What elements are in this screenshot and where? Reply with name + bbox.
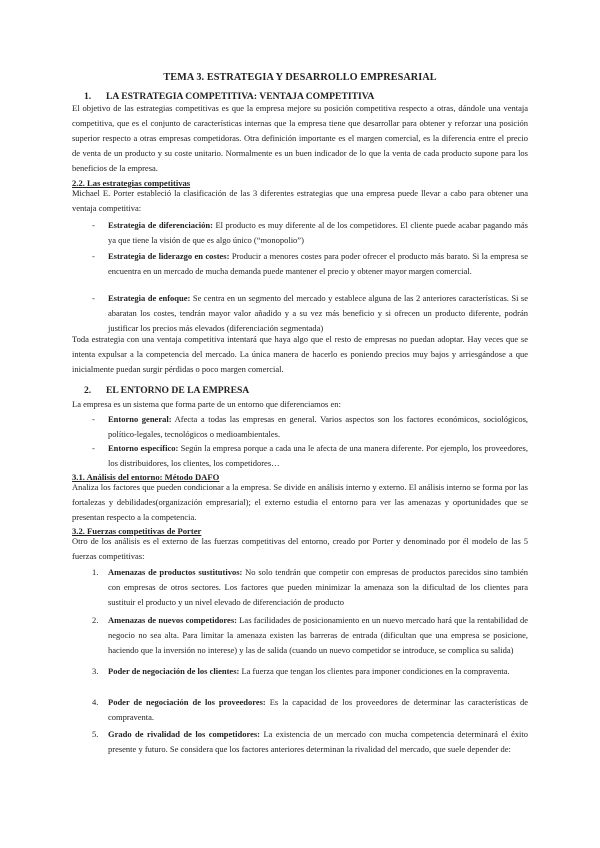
section-1-title: LA ESTRATEGIA COMPETITIVA: VENTAJA COMPETITIVA	[106, 91, 375, 102]
force-new-competitors	[108, 613, 528, 658]
list-marker: -	[92, 251, 95, 261]
list-marker: 2.	[92, 615, 99, 625]
list-marker: 3.	[92, 666, 99, 676]
item-text: Se centra en un segmento del mercado y establece alguna de las 2 anteriores características. Si se abaratan los costes, tendrán mayor valor añadido y a su vez más beneficio y si ofrecen un producto diferente, podrán justificar los precios más elevados (diferenciación segmentada)	[108, 293, 528, 333]
item-text: Según la empresa porque a cada una le afecta de una manera diferente. Por ejemplo, los proveedores, los distribuidores, los clientes, los competidores…	[108, 443, 528, 468]
item-text: Producir a menores costes para poder ofrecer el producto más barato. Si la empresa se encuentra en un mercado de mucha demanda puede mantener el precio y obtener mayor margen comercial.	[108, 251, 528, 276]
section-1-number: 1.	[84, 91, 92, 102]
subsection-3-1-heading: 3.1. Análisis del entorno: Método DAFO	[72, 472, 220, 482]
item-label: Entorno específico:	[108, 443, 179, 453]
item-label: Poder de negociación de los proveedores:	[108, 697, 266, 707]
force-customer-power	[108, 664, 528, 679]
list-marker: -	[92, 414, 95, 424]
subsection-2-2-text: Michael E. Porter estableció la clasificación de las 3 diferentes estrategias que una empresa puede llevar a cabo para obtener una ventaja competitiva:	[72, 188, 528, 213]
force-rivalry	[108, 727, 528, 757]
item-label: Poder de negociación de los clientes:	[108, 666, 240, 676]
document-title: TEMA 3. ESTRATEGIA Y DESARROLLO EMPRESARIAL	[163, 72, 437, 83]
item-text: Las facilidades de posicionamiento en un nuevo mercado hará que la rentabilidad de negocio no sea alta. Para limitar la amenaza existen las barreras de entrada (dificultan que una empresa se posicione, haciendo que la inversión no interese) y las de salida (cuando un nuevo competidor se introduce, se complica su salida)	[108, 615, 529, 655]
list-marker: 4.	[92, 697, 99, 707]
strategy-cost-leadership	[108, 249, 528, 279]
item-text: Afecta a todas las empresas en general. Varios aspectos son los factores económicos, sociológicos, político-legales, tecnológicos o medioambientales.	[108, 414, 529, 439]
item-label: Amenazas de nuevos competidores:	[108, 615, 237, 625]
strategy-summary-paragraph: Toda estrategia con una ventaja competitiva intentará que haya algo que el resto de empresas no puedan adoptar. Hay veces que se intenta expulsar a la competencia del mercado. La única manera de hacerlo es poniendo precios muy bajos y arriesgándose a que inicialmente puedan surgir pérdidas o poco margen comercial.	[72, 334, 528, 374]
list-marker: 1.	[92, 567, 99, 577]
strategy-differentiation	[108, 218, 528, 248]
strategy-focus	[108, 291, 528, 336]
item-label: Grado de rivalidad de los competidores:	[108, 729, 261, 739]
environment-intro: La empresa es un sistema que forma parte de un entorno que diferenciamos en:	[72, 399, 341, 409]
item-text: Es la capacidad de los proveedores de determinar las características de compraventa.	[108, 697, 528, 722]
list-marker: -	[92, 220, 95, 230]
list-marker: 5.	[92, 729, 99, 739]
subsection-2-2-heading: 2.2. Las estrategias competitivas	[72, 178, 191, 188]
intro-paragraph: El objetivo de las estrategias competitivas es que la empresa mejore su posición competitiva respecto a otras, dándole una ventaja competitiva, que es el conjunto de características internas que la empresa tiene que desarrollar para obtener y reforzar una posición superior respecto a otras empresas competidoras. Otra definición importante es el margen comercial, es la diferencia entre el precio de venta de un producto y su coste unitario. Normalmente es un buen indicador de lo que la venta de cada producto supone para los beneficios de la empresa.	[72, 103, 528, 173]
environment-general	[108, 412, 528, 442]
item-text: La fuerza que tengan los clientes para imponer condiciones en la compraventa.	[239, 666, 510, 676]
item-text: El producto es muy diferente al de los competidores. El cliente puede acabar pagando más ya que tiene la visión de que es algo único (“monopolio”)	[108, 220, 528, 245]
subsection-3-2-heading: 3.2. Fuerzas competitivas de Porter	[72, 526, 202, 536]
force-substitutes	[108, 565, 528, 610]
section-2-title: EL ENTORNO DE LA EMPRESA	[106, 385, 250, 396]
item-text: La existencia de un mercado con mucha competencia determinará el éxito presente y futuro. Se considera que los factores anteriores determinan la rivalidad del mercado, que suele depender de:	[108, 729, 528, 754]
subsection-3-1-text: Analiza los factores que pueden condicionar a la empresa. Se divide en análisis interno y externo. El análisis interno se forma por las fortalezas y debilidades(organización empresarial); el externo estudia el entorno para ver las amenazas y oportunidades que se presentan respecto a la competencia.	[72, 482, 528, 522]
section-2-number: 2.	[84, 385, 92, 396]
list-marker: -	[92, 443, 95, 453]
item-label: Estrategia de diferenciación:	[108, 220, 213, 230]
item-label: Amenazas de productos sustitutivos:	[108, 567, 243, 577]
item-label: Estrategia de enfoque:	[108, 293, 191, 303]
item-text: No solo tendrán que competir con empresas de productos parecidos sino también con empresas de otros sectores. Los factores que pueden minimizar la amenaza son la dificultad de los clientes para sustituir el producto y un nivel elevado de diferenciación de producto	[108, 567, 529, 607]
item-label: Estrategia de liderazgo en costes:	[108, 251, 230, 261]
environment-specific	[108, 441, 528, 471]
subsection-3-2-text: Otro de los análisis es el externo de las fuerzas competitivas del entorno, creado por Porter y denominado por él modelo de las 5 fuerzas competitivas:	[72, 536, 528, 561]
force-supplier-power	[108, 695, 528, 725]
item-label: Entorno general:	[108, 414, 172, 424]
section-2-heading	[84, 385, 249, 396]
list-marker: -	[92, 293, 95, 303]
